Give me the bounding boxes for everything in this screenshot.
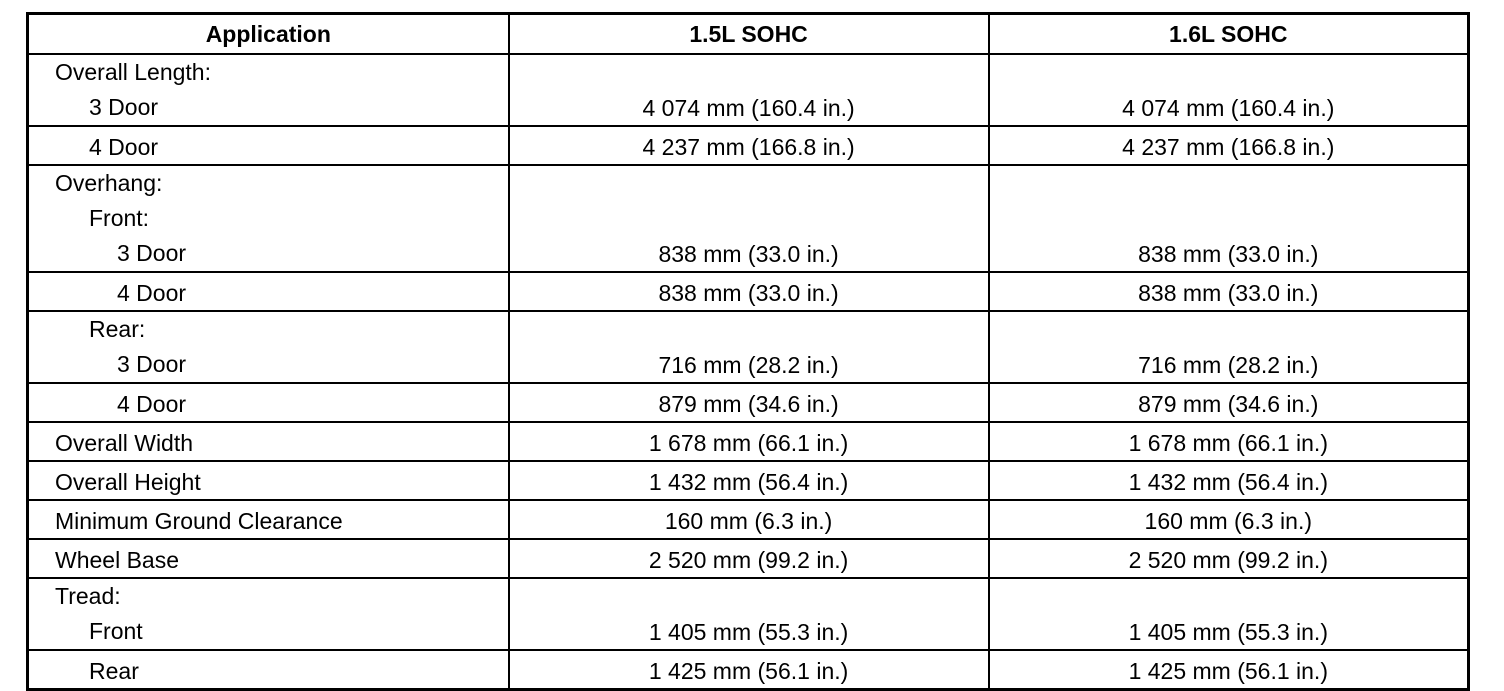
- table-row: [28, 539, 1469, 578]
- value-1-6l-sohc: 838 mm (33.0 in.): [989, 272, 1469, 311]
- value-1-5l-sohc: 1 432 mm (56.4 in.): [509, 461, 989, 500]
- dimensions-table: [26, 12, 1470, 691]
- value-1-5l-sohc: 1 405 mm (55.3 in.): [509, 578, 989, 650]
- application-label: Wheel Base: [55, 547, 180, 573]
- value-1-6l-sohc: 838 mm (33.0 in.): [989, 165, 1469, 272]
- application-cell: [28, 422, 509, 461]
- application-cell: [28, 461, 509, 500]
- application-label: Front: [89, 618, 143, 644]
- value-1-6l-sohc: 1 425 mm (56.1 in.): [989, 650, 1469, 690]
- value-1-6l-sohc: 1 432 mm (56.4 in.): [989, 461, 1469, 500]
- application-label: Front:: [89, 205, 150, 231]
- table-row: [28, 461, 1469, 500]
- application-cell: [28, 126, 509, 165]
- application-label: Tread:: [55, 583, 121, 609]
- table-row: [28, 500, 1469, 539]
- application-cell: [28, 539, 509, 578]
- application-cell: [28, 650, 509, 690]
- header-application: Application: [28, 14, 509, 55]
- value-1-5l-sohc: 2 520 mm (99.2 in.): [509, 539, 989, 578]
- table-row: [28, 165, 1469, 272]
- table-row: [28, 54, 1469, 126]
- table-row: [28, 311, 1469, 383]
- value-1-6l-sohc: 4 237 mm (166.8 in.): [989, 126, 1469, 165]
- table-row: [28, 126, 1469, 165]
- application-label: Overall Height: [55, 469, 201, 495]
- application-label: Minimum Ground Clearance: [55, 508, 343, 534]
- header-1-5l-sohc: 1.5L SOHC: [509, 14, 989, 55]
- table-row: [28, 650, 1469, 690]
- application-cell: [28, 272, 509, 311]
- header-1-6l-sohc: 1.6L SOHC: [989, 14, 1469, 55]
- value-1-6l-sohc: 1 678 mm (66.1 in.): [989, 422, 1469, 461]
- application-label: 3 Door: [117, 240, 187, 266]
- application-label: Rear: [89, 658, 139, 684]
- table-body: [28, 54, 1469, 690]
- table-row: [28, 383, 1469, 422]
- value-1-5l-sohc: 4 074 mm (160.4 in.): [509, 54, 989, 126]
- table-row: [28, 272, 1469, 311]
- application-label: 3 Door: [89, 94, 159, 120]
- application-cell: [28, 54, 509, 126]
- application-cell: [28, 383, 509, 422]
- value-1-5l-sohc: 1 425 mm (56.1 in.): [509, 650, 989, 690]
- value-1-6l-sohc: 1 405 mm (55.3 in.): [989, 578, 1469, 650]
- application-label: Overall Width: [55, 430, 194, 456]
- application-cell: [28, 165, 509, 272]
- application-label: 4 Door: [117, 280, 187, 306]
- value-1-5l-sohc: 1 678 mm (66.1 in.): [509, 422, 989, 461]
- application-label: Overhang:: [55, 170, 163, 196]
- value-1-5l-sohc: 4 237 mm (166.8 in.): [509, 126, 989, 165]
- application-label: Rear:: [89, 316, 146, 342]
- application-label: 3 Door: [117, 351, 187, 377]
- table-row: [28, 422, 1469, 461]
- value-1-6l-sohc: 716 mm (28.2 in.): [989, 311, 1469, 383]
- table-row: [28, 578, 1469, 650]
- application-cell: [28, 578, 509, 650]
- value-1-5l-sohc: 838 mm (33.0 in.): [509, 272, 989, 311]
- value-1-5l-sohc: 716 mm (28.2 in.): [509, 311, 989, 383]
- value-1-5l-sohc: 838 mm (33.0 in.): [509, 165, 989, 272]
- value-1-5l-sohc: 160 mm (6.3 in.): [509, 500, 989, 539]
- application-label: 4 Door: [89, 134, 159, 160]
- application-label: Overall Length:: [55, 59, 211, 85]
- application-cell: [28, 311, 509, 383]
- application-label: 4 Door: [117, 391, 187, 417]
- value-1-6l-sohc: 160 mm (6.3 in.): [989, 500, 1469, 539]
- value-1-6l-sohc: 879 mm (34.6 in.): [989, 383, 1469, 422]
- value-1-6l-sohc: 2 520 mm (99.2 in.): [989, 539, 1469, 578]
- header-row: [28, 14, 1469, 55]
- value-1-6l-sohc: 4 074 mm (160.4 in.): [989, 54, 1469, 126]
- value-1-5l-sohc: 879 mm (34.6 in.): [509, 383, 989, 422]
- application-cell: [28, 500, 509, 539]
